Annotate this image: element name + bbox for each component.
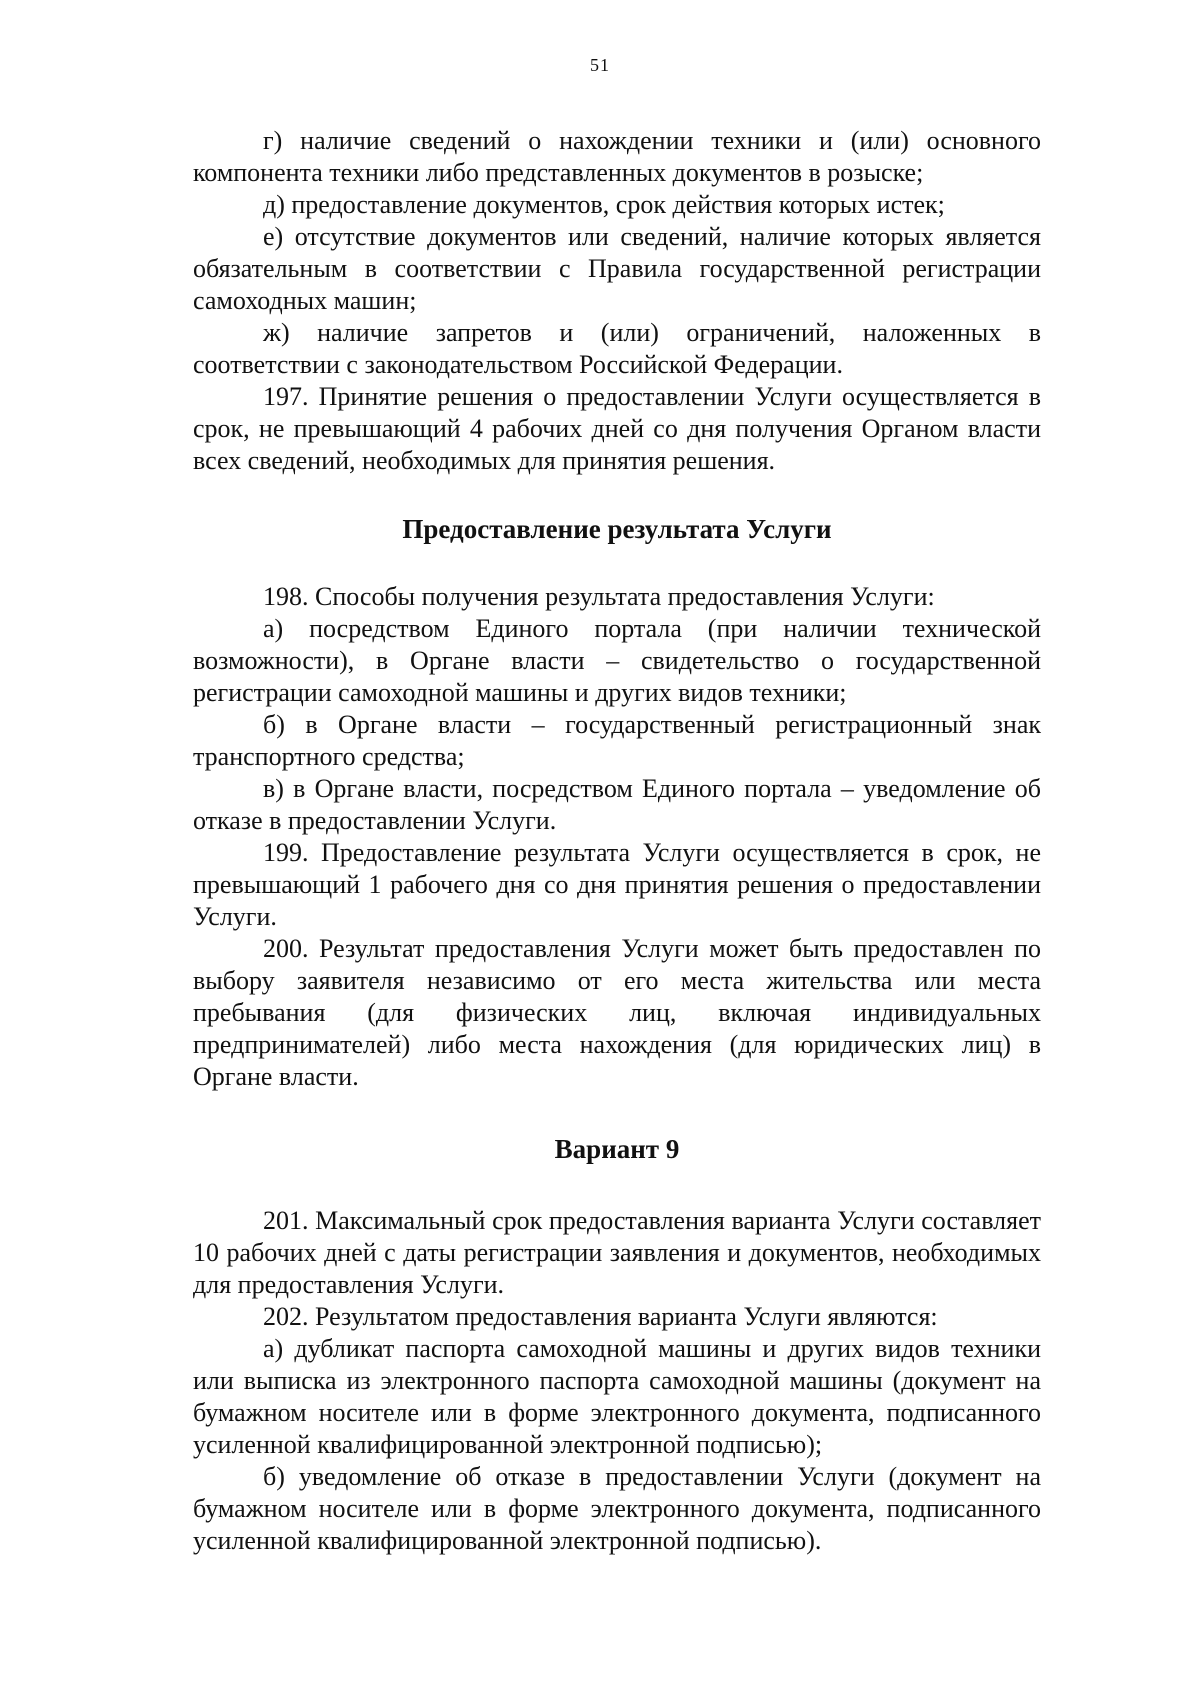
document-body	[193, 125, 1041, 1557]
section-heading-variant-9: Вариант 9	[554, 1134, 680, 1164]
paragraph-197: 197. Принятие решения о предоставлении Услуги осуществляется в срок, не превышающий 4 рабочих дней со дня получения Органом власти всех сведений, необходимых для принятия решения.	[193, 382, 1041, 475]
page-number: 51	[590, 55, 610, 75]
paragraph-199: 199. Предоставление результата Услуги осуществляется в срок, не превышающий 1 рабочего дня со дня принятия решения о предоставлении Услуги.	[193, 838, 1041, 931]
section-heading-result: Предоставление результата Услуги	[402, 514, 832, 544]
paragraph-202-b: б) уведомление об отказе в предоставлении Услуги (документ на бумажном носителе или в форме электронного документа, подписанного усиленной квалифицированной электронной подписью).	[193, 1462, 1041, 1555]
paragraph-202-a: а) дубликат паспорта самоходной машины и других видов техники или выписка из электронного паспорта самоходной машины (документ на бумажном носителе или в форме электронного документа, подписанного усиленной квалифицированной электронной подписью);	[193, 1334, 1041, 1459]
paragraph-198-b: б) в Органе власти – государственный регистрационный знак транспортного средства;	[193, 710, 1041, 771]
paragraph-198: 198. Способы получения результата предоставления Услуги:	[263, 582, 935, 611]
paragraph-202: 202. Результатом предоставления варианта Услуги являются:	[263, 1302, 938, 1331]
paragraph-g: г) наличие сведений о нахождении техники и (или) основного компонента техники либо представленных документов в розыске;	[193, 126, 1041, 187]
paragraph-e: е) отсутствие документов или сведений, наличие которых является обязательным в соответствии с Правила государственной регистрации самоходных машин;	[193, 222, 1041, 315]
paragraph-zh: ж) наличие запретов и (или) ограничений, наложенных в соответствии с законодательством Российской Федерации.	[193, 318, 1041, 379]
paragraph-198-a: а) посредством Единого портала (при наличии технической возможности), в Органе власти – свидетельство о государственной регистрации самоходной машины и других видов техники;	[193, 614, 1041, 707]
paragraph-200: 200. Результат предоставления Услуги может быть предоставлен по выбору заявителя независимо от его места жительства или места пребывания (для физических лиц, включая индивидуальных предпринимателей) либо места нахождения (для юридических лиц) в Органе власти.	[193, 934, 1041, 1091]
paragraph-198-v: в) в Органе власти, посредством Единого портала – уведомление об отказе в предоставлении Услуги.	[193, 774, 1041, 835]
paragraph-201: 201. Максимальный срок предоставления варианта Услуги составляет 10 рабочих дней с даты регистрации заявления и документов, необходимых для предоставления Услуги.	[193, 1206, 1041, 1299]
paragraph-d: д) предоставление документов, срок действия которых истек;	[263, 190, 945, 219]
